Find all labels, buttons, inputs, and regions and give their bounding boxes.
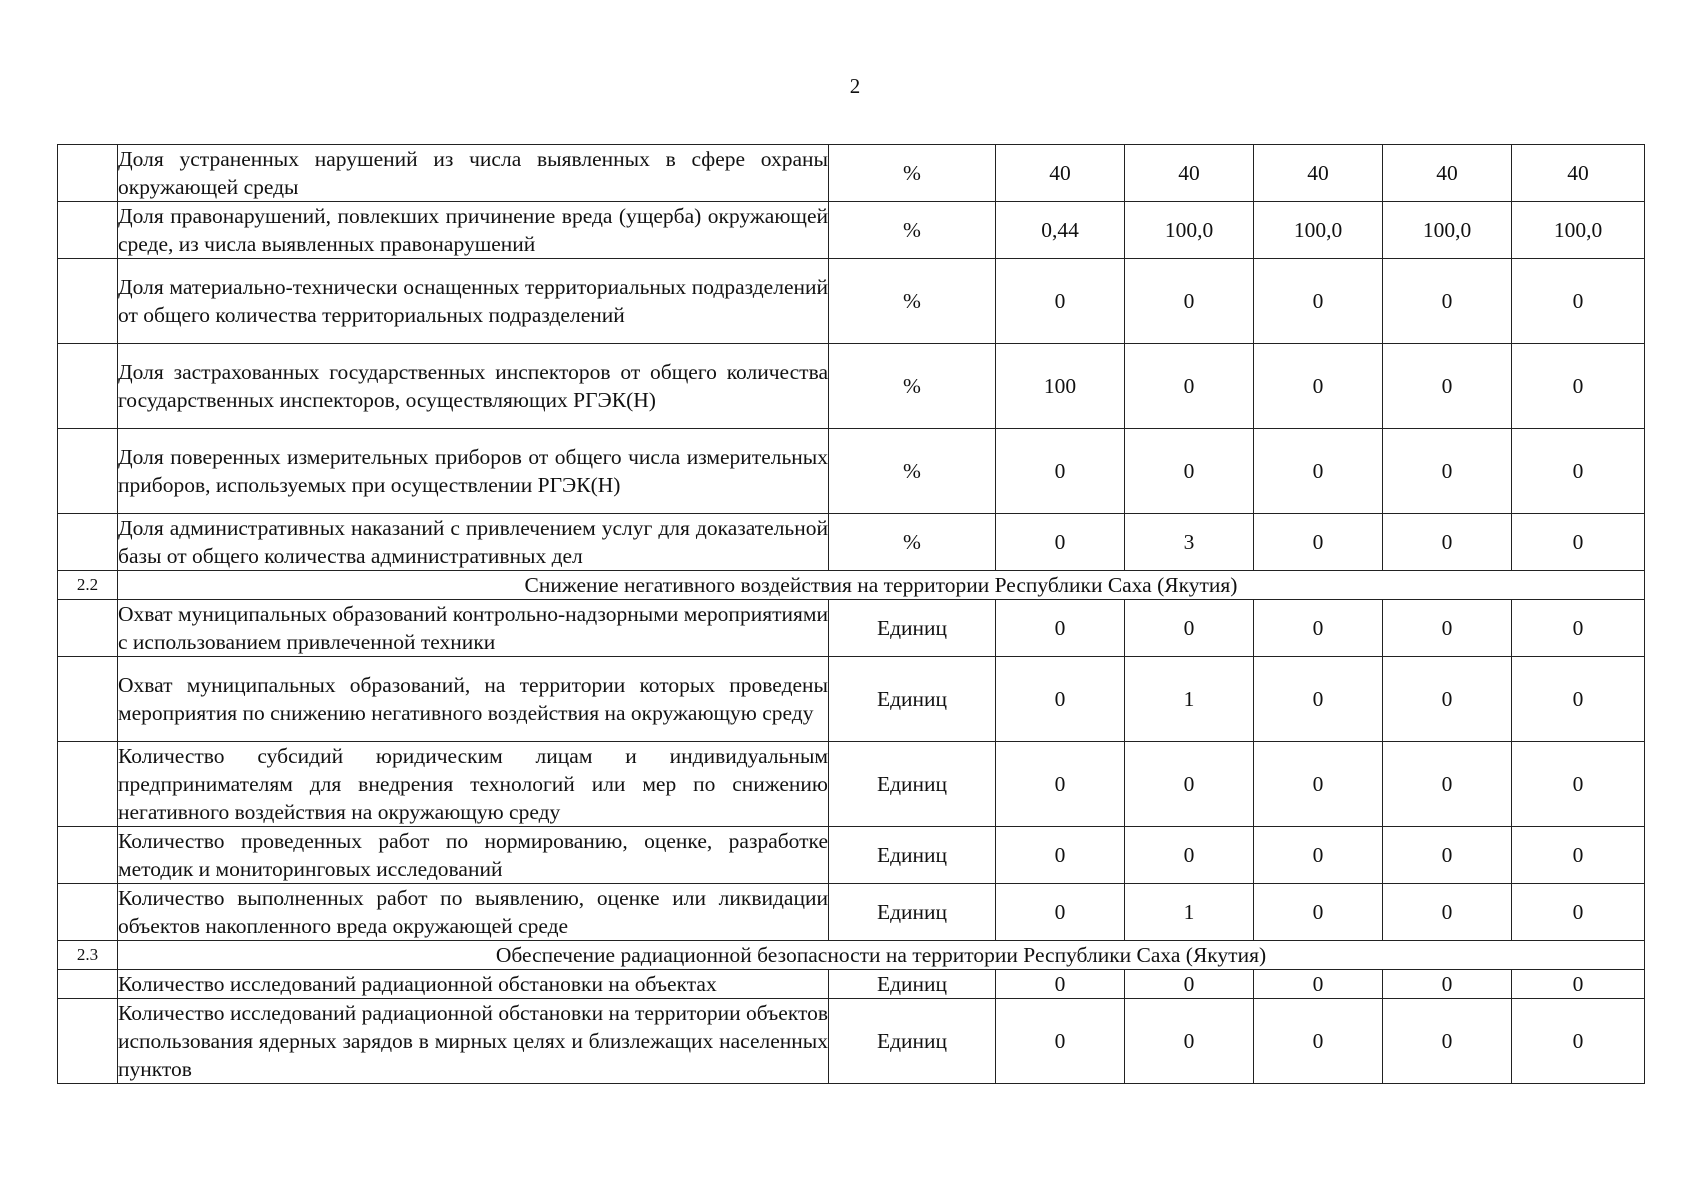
value-cell: 0 bbox=[996, 970, 1125, 999]
value-cell: 0 bbox=[1383, 827, 1512, 884]
indicator-name: Количество субсидий юридическим лицам и индивидуальным предпринимателям для внедрения технологий или мер по снижению негативного воздействия на окружающую среду bbox=[118, 742, 829, 827]
table-row bbox=[58, 742, 1645, 827]
unit-cell: % bbox=[829, 344, 996, 429]
value-cell: 0 bbox=[1512, 514, 1645, 571]
value-cell: 0 bbox=[996, 259, 1125, 344]
value-cell: 0 bbox=[1125, 259, 1254, 344]
value-cell: 40 bbox=[1512, 145, 1645, 202]
table-row bbox=[58, 202, 1645, 259]
value-cell: 0 bbox=[1125, 970, 1254, 999]
indicator-name: Доля поверенных измерительных приборов от общего числа измерительных приборов, используемых при осуществлении РГЭК(Н) bbox=[118, 429, 829, 514]
row-number bbox=[58, 827, 118, 884]
indicator-name: Количество проведенных работ по нормированию, оценке, разработке методик и мониторинговых исследований bbox=[118, 827, 829, 884]
row-number bbox=[58, 259, 118, 344]
value-cell: 100,0 bbox=[1383, 202, 1512, 259]
value-cell: 1 bbox=[1125, 657, 1254, 742]
indicator-name: Количество выполненных работ по выявлению, оценке или ликвидации объектов накопленного вреда окружающей среде bbox=[118, 884, 829, 941]
value-cell: 0 bbox=[996, 827, 1125, 884]
value-cell: 0 bbox=[1383, 429, 1512, 514]
value-cell: 0 bbox=[1254, 600, 1383, 657]
unit-cell: Единиц bbox=[829, 827, 996, 884]
value-cell: 0 bbox=[1383, 514, 1512, 571]
row-number bbox=[58, 657, 118, 742]
value-cell: 0 bbox=[1254, 827, 1383, 884]
value-cell: 40 bbox=[1125, 145, 1254, 202]
value-cell: 100,0 bbox=[1254, 202, 1383, 259]
unit-cell: Единиц bbox=[829, 970, 996, 999]
value-cell: 100 bbox=[996, 344, 1125, 429]
row-number bbox=[58, 970, 118, 999]
value-cell: 0 bbox=[1512, 742, 1645, 827]
value-cell: 0 bbox=[996, 600, 1125, 657]
value-cell: 0 bbox=[1254, 514, 1383, 571]
value-cell: 100,0 bbox=[1512, 202, 1645, 259]
row-number bbox=[58, 344, 118, 429]
table-row bbox=[58, 970, 1645, 999]
table-row bbox=[58, 429, 1645, 514]
section-row bbox=[58, 941, 1645, 970]
row-number bbox=[58, 999, 118, 1084]
table-row bbox=[58, 600, 1645, 657]
value-cell: 0 bbox=[1512, 884, 1645, 941]
value-cell: 0 bbox=[1125, 827, 1254, 884]
table-row bbox=[58, 344, 1645, 429]
value-cell: 0 bbox=[1254, 742, 1383, 827]
section-row bbox=[58, 571, 1645, 600]
row-number bbox=[58, 145, 118, 202]
table-row bbox=[58, 514, 1645, 571]
value-cell: 0 bbox=[1383, 742, 1512, 827]
row-number bbox=[58, 514, 118, 571]
table-row bbox=[58, 145, 1645, 202]
value-cell: 0 bbox=[1254, 429, 1383, 514]
indicator-name: Количество исследований радиационной обстановки на объектах bbox=[118, 970, 829, 999]
value-cell: 0 bbox=[1254, 657, 1383, 742]
value-cell: 0 bbox=[1512, 344, 1645, 429]
value-cell: 100,0 bbox=[1125, 202, 1254, 259]
value-cell: 0 bbox=[1254, 259, 1383, 344]
unit-cell: Единиц bbox=[829, 742, 996, 827]
value-cell: 40 bbox=[1254, 145, 1383, 202]
row-number bbox=[58, 742, 118, 827]
value-cell: 40 bbox=[996, 145, 1125, 202]
indicator-name: Доля устраненных нарушений из числа выявленных в сфере охраны окружающей среды bbox=[118, 145, 829, 202]
table-row bbox=[58, 657, 1645, 742]
value-cell: 0 bbox=[1383, 344, 1512, 429]
value-cell: 0 bbox=[1383, 600, 1512, 657]
indicator-name: Доля административных наказаний с привлечением услуг для доказательной базы от общего количества административных дел bbox=[118, 514, 829, 571]
page-number: 2 bbox=[849, 74, 861, 98]
value-cell: 0 bbox=[1512, 827, 1645, 884]
value-cell: 0 bbox=[996, 514, 1125, 571]
unit-cell: % bbox=[829, 514, 996, 571]
row-number bbox=[58, 600, 118, 657]
table-row bbox=[58, 259, 1645, 344]
value-cell: 0 bbox=[1125, 742, 1254, 827]
value-cell: 0 bbox=[1383, 259, 1512, 344]
value-cell: 0 bbox=[1383, 999, 1512, 1084]
table-row bbox=[58, 827, 1645, 884]
indicator-name: Доля правонарушений, повлекших причинение вреда (ущерба) окружающей среде, из числа выявленных правонарушений bbox=[118, 202, 829, 259]
unit-cell: % bbox=[829, 259, 996, 344]
indicator-name: Охват муниципальных образований контрольно-надзорными мероприятиями с использованием привлеченной техники bbox=[118, 600, 829, 657]
value-cell: 0 bbox=[1254, 999, 1383, 1084]
value-cell: 0 bbox=[1512, 600, 1645, 657]
unit-cell: % bbox=[829, 202, 996, 259]
value-cell: 0 bbox=[1512, 657, 1645, 742]
row-number bbox=[58, 884, 118, 941]
value-cell: 0 bbox=[1125, 600, 1254, 657]
value-cell: 0 bbox=[1512, 999, 1645, 1084]
unit-cell: Единиц bbox=[829, 999, 996, 1084]
indicator-name: Охват муниципальных образований, на территории которых проведены мероприятия по снижению негативного воздействия на окружающую среду bbox=[118, 657, 829, 742]
unit-cell: % bbox=[829, 145, 996, 202]
section-title: Снижение негативного воздействия на территории Республики Саха (Якутия) bbox=[118, 571, 1645, 600]
value-cell: 0 bbox=[1254, 970, 1383, 999]
value-cell: 3 bbox=[1125, 514, 1254, 571]
value-cell: 0 bbox=[996, 657, 1125, 742]
unit-cell: Единиц bbox=[829, 657, 996, 742]
value-cell: 0 bbox=[1383, 970, 1512, 999]
value-cell: 0 bbox=[996, 429, 1125, 514]
row-number bbox=[58, 202, 118, 259]
value-cell: 0 bbox=[996, 742, 1125, 827]
value-cell: 0 bbox=[1125, 429, 1254, 514]
value-cell: 40 bbox=[1383, 145, 1512, 202]
table-row bbox=[58, 884, 1645, 941]
row-number bbox=[58, 429, 118, 514]
unit-cell: Единиц bbox=[829, 884, 996, 941]
value-cell: 0 bbox=[996, 884, 1125, 941]
value-cell: 0 bbox=[1125, 344, 1254, 429]
value-cell: 1 bbox=[1125, 884, 1254, 941]
section-title: Обеспечение радиационной безопасности на территории Республики Саха (Якутия) bbox=[118, 941, 1645, 970]
table-body bbox=[58, 145, 1645, 1084]
section-number: 2.2 bbox=[58, 571, 118, 600]
indicator-name: Доля застрахованных государственных инспекторов от общего количества государственных инспекторов, осуществляющих РГЭК(Н) bbox=[118, 344, 829, 429]
value-cell: 0 bbox=[1512, 259, 1645, 344]
indicator-name: Доля материально-технически оснащенных территориальных подразделений от общего количества территориальных подразделений bbox=[118, 259, 829, 344]
section-number: 2.3 bbox=[58, 941, 118, 970]
indicators-table bbox=[57, 144, 1645, 1084]
value-cell: 0 bbox=[1254, 344, 1383, 429]
value-cell: 0 bbox=[1125, 999, 1254, 1084]
table-row bbox=[58, 999, 1645, 1084]
value-cell: 0 bbox=[1383, 657, 1512, 742]
indicator-name: Количество исследований радиационной обстановки на территории объектов использования ядерных зарядов в мирных целях и близлежащих населенных пунктов bbox=[118, 999, 829, 1084]
value-cell: 0 bbox=[996, 999, 1125, 1084]
unit-cell: % bbox=[829, 429, 996, 514]
value-cell: 0,44 bbox=[996, 202, 1125, 259]
value-cell: 0 bbox=[1383, 884, 1512, 941]
value-cell: 0 bbox=[1512, 429, 1645, 514]
value-cell: 0 bbox=[1254, 884, 1383, 941]
value-cell: 0 bbox=[1512, 970, 1645, 999]
unit-cell: Единиц bbox=[829, 600, 996, 657]
